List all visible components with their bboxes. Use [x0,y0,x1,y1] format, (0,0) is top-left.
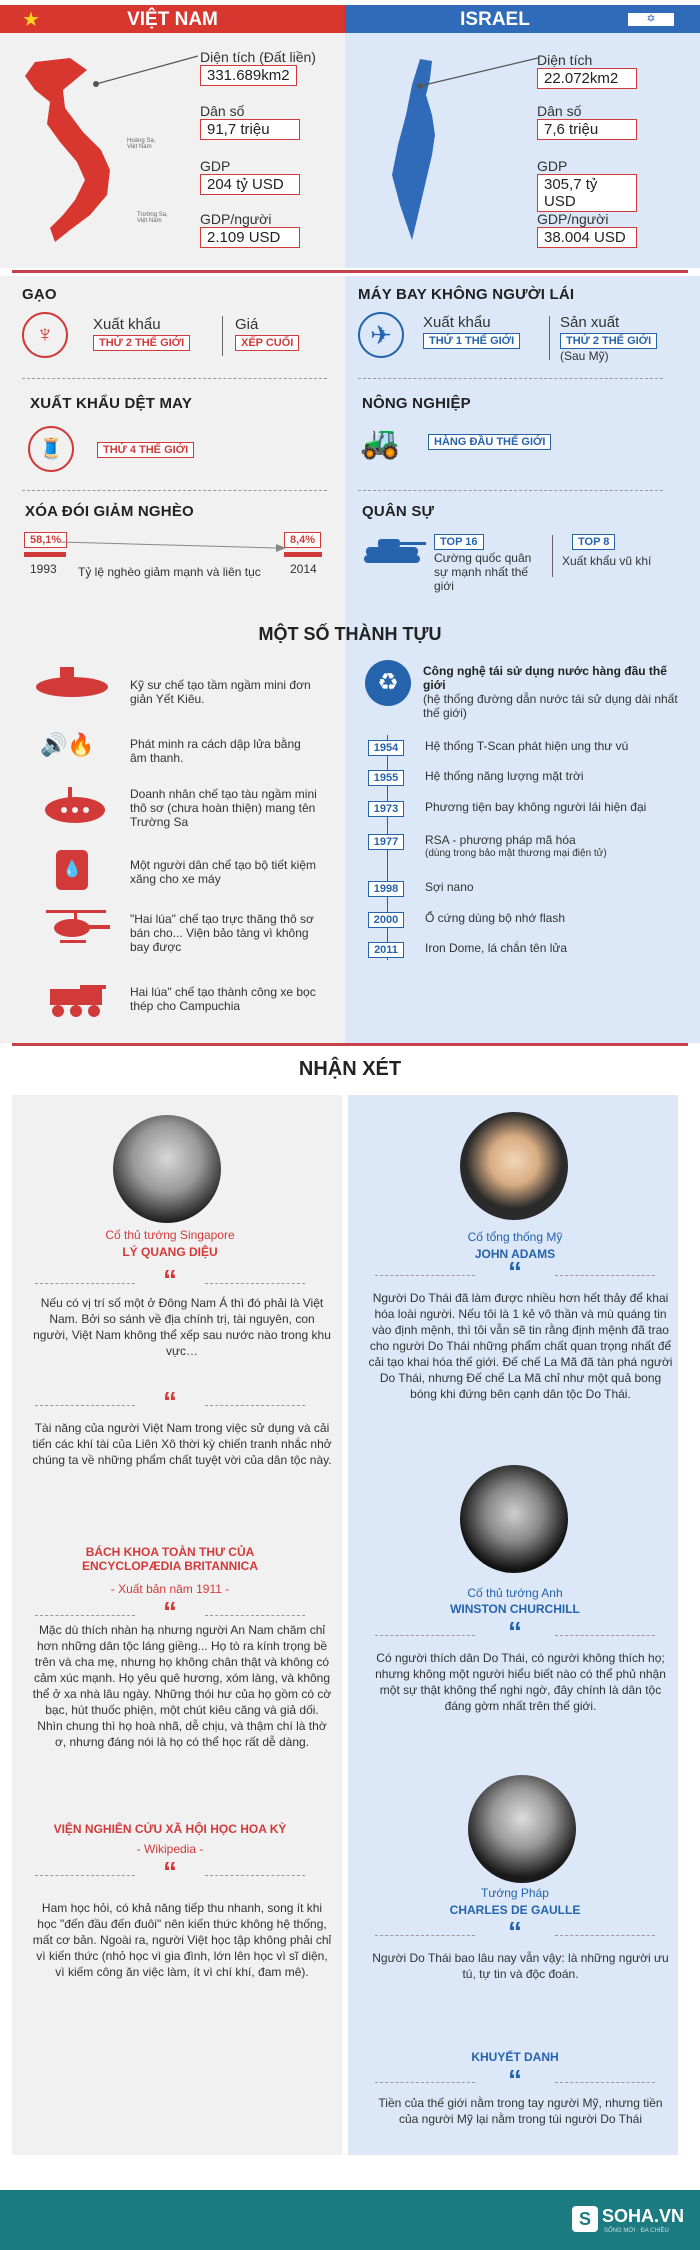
soha-tagline: SỐNG MỚI · ĐA CHIỀU [604,2228,669,2234]
military-badge-2: TOP 8 [572,534,615,550]
textile-title: XUẤT KHẨU DỆT MAY [30,395,193,412]
timeline-year: 1973 [368,801,404,817]
poverty-title: XÓA ĐÓI GIẢM NGHÈO [25,503,194,520]
agri-badge: HÀNG ĐẦU THẾ GIỚI [428,434,551,450]
quote-mark-icon: “ [163,1596,177,1627]
poverty-start-bar [24,552,66,557]
drone-vertical-divider [549,316,550,360]
vn-pop-value: 91,7 triệu [200,119,300,140]
il-gdp-label: GDP [537,158,568,174]
vn-achievement-item: Doanh nhân chế tạo tàu ngầm mini thô sơ (chưa hoàn thiện) mang tên Trường Sa [130,787,317,829]
quote-mark-icon: “ [508,1616,522,1647]
divider-dash [205,1875,305,1876]
divider-dash [35,1283,135,1284]
rice-price-badge: XẾP CUỐI [235,335,299,351]
rice-vertical-divider [222,316,223,356]
soha-logo-text[interactable]: SOHA.VN [602,2206,685,2226]
vn-pop-label: Dân số [200,103,245,119]
water-recycle-icon: ♻ [365,660,411,706]
poverty-trend-line [60,538,290,554]
drone-prod-note: (Sau Mỹ) [560,349,609,363]
textile-badge: THỨ 4 THẾ GIỚI [97,442,194,458]
map-islands-label-2: Trường Sa, Việt Nam [137,212,168,224]
vn-flag-star-icon: ★ [22,9,40,31]
section-divider [12,270,688,273]
drone-export-label: Xuất khẩu [423,314,491,331]
airplane-icon: ✈ [358,312,404,358]
divider-dash [375,2082,475,2083]
vn-title: VIỆT NAM [127,9,218,30]
adams-quote: Người Do Thái đã làm được nhiều hơn hết thảy để khai hóa loài người. Nếu tôi là 1 kẻ vô thần và mù quáng tin vào định mệnh, thì tôi vẫn sẽ tin rằng định mệnh đã trao cho người Do Thái những phẩm chất quan trọng nhất để cải tạo khai hóa thế giới. Đế chế La Mã đã tàn phá người Do Thái, nhưng Đế chế La Mã chỉ như một quả bong bóng khi đứng bên cạnh dân tộc Do Thái. [368,1291,673,1401]
rice-price-label: Giá [235,316,259,333]
vn-gdpc-label: GDP/người [200,211,272,227]
section-divider [12,1043,688,1046]
churchill-quote: Có người thích dân Do Thái, có người không thích họ; nhưng không một người hiểu biết nào có thể phủ nhận một sự thật không thể nghi ngờ, đây chính là dân tộc đáng gờm nhất trên thế giới. [375,1651,666,1713]
helicopter-icon [42,908,114,948]
timeline-year: 1998 [368,881,404,897]
timeline-year: 1955 [368,770,404,786]
divider-dash [358,378,663,379]
quote-mark-icon: “ [163,1856,177,1887]
il-pop-value: 7,6 triệu [537,119,637,140]
vn-gdpc-value: 2.109 USD [200,227,300,248]
military-title: QUÂN SỰ [362,503,435,520]
tank-icon [362,533,430,565]
churchill-role: Cố thủ tướng Anh [467,1586,563,1600]
vn-achievement-item: Phát minh ra cách dập lửa bằng âm thanh. [130,737,301,765]
rice-icon: ♆ [22,312,68,358]
timeline-year: 1954 [368,740,404,756]
timeline-text: Hệ thống năng lượng mặt trời [425,769,584,783]
timeline-item [368,910,688,928]
vn-pointer-line [90,50,200,90]
poverty-caption: Tỷ lệ nghèo giảm mạnh và liên tục [78,565,261,579]
timeline-year: 1977 [368,834,404,850]
churchill-portrait [460,1465,568,1573]
military-text-2: Xuất khẩu vũ khí [562,554,652,568]
divider-dash [555,1275,655,1276]
military-vertical-divider [552,535,553,577]
lee-name: LÝ QUANG DIỆU [122,1245,218,1259]
mini-submarine-icon [42,785,108,825]
water-tech-sub: (hệ thống đường dẫn nước tái sử dụng dài nhất thế giới) [423,692,678,720]
timeline-text: Hệ thống T-Scan phát hiện ung thư vú [425,739,629,753]
il-gdpc-label: GDP/người [537,211,609,227]
military-badge-1: TOP 16 [434,534,484,550]
fire-sound-icon: 🔊🔥 [40,732,95,757]
britannica-name: BÁCH KHOA TOÀN THƯ CỦA ENCYCLOPÆDIA BRITANNICA [82,1545,258,1573]
il-pointer-line [410,52,540,92]
de-gaulle-portrait [468,1775,576,1883]
de-gaulle-quote: Người Do Thái bao lâu nay vẫn vậy: là những người ưu tú, tự tin và độc đoán. [372,1951,669,1981]
map-islands-label-1: Hoàng Sa, Việt Nam [127,138,156,150]
divider-dash [22,490,327,491]
water-tech-title: Công nghệ tái sử dụng nước hàng đầu thế giới [423,664,667,692]
vn-gdp-label: GDP [200,158,231,174]
quote-mark-icon: “ [508,1256,522,1287]
divider-dash [205,1405,305,1406]
timeline-note: (dùng trong bảo mật thương mại điện tử) [425,848,607,859]
divider-dash [35,1405,135,1406]
divider-dash [555,1635,655,1636]
poverty-start-value: 58,1% [24,532,67,548]
drone-prod-label: Sản xuất [560,314,620,331]
divider-dash [22,378,327,379]
adams-name: JOHN ADAMS [474,1247,556,1261]
il-gdpc-value: 38.004 USD [537,227,637,248]
poverty-end-year: 2014 [290,562,317,576]
vn-area-value: 331.689km2 [200,65,297,86]
britannica-sub: - Xuất bản năm 1911 - [110,1582,230,1596]
vn-achievement-item: Hai lúa" chế tạo thành công xe bọc thép cho Campuchia [130,985,316,1013]
quote-mark-icon: “ [163,1386,177,1417]
il-title: ISRAEL [460,9,530,30]
drone-title: MÁY BAY KHÔNG NGƯỜI LÁI [358,286,575,303]
soha-logo-icon: S [572,2206,598,2232]
divider-dash [358,490,663,491]
quote-mark-icon: “ [508,2064,522,2095]
vn-achievement-item: Kỹ sư chế tạo tầm ngầm mini đơn giản Yết Kiêu. [130,678,311,706]
timeline-text: Iron Dome, lá chắn tên lửa [425,941,568,955]
divider-dash [555,2082,655,2083]
anonymous-quote: Tiền của thế giới nằm trong tay người Mỹ, nhưng tiền của người Mỹ lại nằm trong túi người Do Thái [378,2096,663,2126]
divider-dash [375,1635,475,1636]
lee-quote-2: Tài năng của người Việt Nam trong việc sử dụng và cải tiến các khí tài của Liên Xô thời kỳ chiến tranh nhắc nhở chúng ta về những phẩm chất tuyệt vời của dân tộc này. [32,1421,332,1467]
timeline-item [368,799,688,817]
timeline-text: Sợi nano [425,880,474,894]
achievements-title: MỘT SỐ THÀNH TỰU [258,624,442,644]
churchill-name: WINSTON CHURCHILL [450,1602,580,1616]
textile-icon: 🧵 [28,426,74,472]
armored-vehicle-icon [44,983,110,1019]
lee-portrait [113,1115,221,1223]
divider-dash [205,1283,305,1284]
footer-bar [0,2190,700,2250]
hk-institute-sub: - Wikipedia - [136,1842,204,1856]
il-area-value: 22.072km2 [537,68,637,89]
de-gaulle-name: CHARLES DE GAULLE [449,1903,581,1917]
agri-title: NÔNG NGHIỆP [362,395,471,412]
adams-portrait [460,1112,568,1220]
hk-institute-name: VIỆN NGHIÊN CỨU XÃ HỘI HỌC HOA KỲ [53,1822,287,1836]
vn-achievement-item: "Hai lúa" chế tạo trực thăng thô sơ bán cho... Viện bảo tàng vì không bay được [130,912,314,954]
poverty-end-bar [284,552,322,557]
poverty-end-value: 8,4% [284,532,321,548]
timeline-item [368,768,688,786]
hk-institute-quote: Ham học hỏi, có khả năng tiếp thu nhanh, song ít khi học "đến đầu đến đuôi" nên kiến thức không hệ thống, mất cơ bản. Ngoài ra, người Việt học tập không phải chỉ vì kiến thức (nhỏ học vì gia đình, lớn lên học vì sĩ diện, vì kiếm công ăn việc làm, ít vì chí khí, đam mê). [32,1901,332,1979]
divider-dash [205,1615,305,1616]
divider-dash [375,1275,475,1276]
rice-title: GẠO [22,286,57,303]
divider-dash [35,1615,135,1616]
il-gdp-value: 305,7 tỷ USD [537,174,637,212]
drone-prod-badge: THỨ 2 THẾ GIỚI [560,333,657,349]
fuel-can-icon: 💧 [56,850,88,890]
il-header-bar [345,5,700,33]
vn-achievement-item: Một người dân chế tạo bộ tiết kiệm xăng cho xe máy [130,858,316,886]
vn-area-label: Diện tích (Đất liền) [200,49,316,65]
rice-export-label: Xuất khẩu [93,316,161,333]
timeline-item [368,832,688,859]
tractor-icon: 🚜 [360,424,400,460]
timeline-item [368,738,688,756]
drone-export-badge: THỨ 1 THẾ GIỚI [423,333,520,349]
timeline-text: Ổ cứng dùng bộ nhớ flash [425,911,565,925]
divider-dash [555,1935,655,1936]
military-text-1: Cường quốc quân sự mạnh nhất thế giới [434,551,532,593]
il-pop-label: Dân số [537,103,582,119]
il-flag-icon: ✡ [628,10,674,29]
timeline-item [368,940,688,958]
britannica-quote: Mặc dù thích nhàn hạ nhưng người An Nam chăm chỉ hơn những dân tộc láng giềng... Họ tò ra kính trọng bề trên và cha mẹ, nhưng họ không chân thật và không có cảm xúc mạnh. Họ yêu quê hương, xóm làng, và không thể ở xa nhà lâu ngày. Những thói hư của họ gồm có cờ bạc, hút thuốc phiện, một chút kiêu căng và giả dối. Nhìn chung thì họ hoà nhã, dễ chịu, và thậm chí là thờ ơ, nhưng đáng nói là họ có thể học rất dễ dàng. [32,1623,332,1749]
comments-title: NHẬN XÉT [298,1058,402,1080]
timeline-item [368,879,688,897]
quote-mark-icon: “ [508,1916,522,1947]
poverty-start-year: 1993 [30,562,57,576]
lee-quote-1: Nếu có vị trí số một ở Đông Nam Á thì đó phải là Việt Nam. Bởi so sánh về địa chính trị, tài nguyên, con người, Việt Nam không thể xếp sau nước nào trong khu vực… [33,1296,331,1358]
divider-dash [375,1935,475,1936]
adams-role: Cố tổng thống Mỹ [467,1230,563,1244]
vn-header-bar [0,5,345,33]
submarine-icon [32,665,112,701]
timeline-text: RSA - phương pháp mã hóa [425,833,576,847]
quote-mark-icon: “ [163,1264,177,1295]
de-gaulle-role: Tướng Pháp [481,1886,549,1900]
lee-role: Cố thủ tướng Singapore [105,1228,235,1242]
timeline-year: 2011 [368,942,404,958]
divider-dash [35,1875,135,1876]
vn-gdp-value: 204 tỷ USD [200,174,300,195]
rice-export-badge: THỨ 2 THẾ GIỚI [93,335,190,351]
timeline-text: Phương tiện bay không người lái hiện đại [425,800,647,814]
timeline-year: 2000 [368,912,404,928]
il-area-label: Diện tích [537,52,593,68]
anonymous-name: KHUYẾT DANH [471,2050,559,2064]
